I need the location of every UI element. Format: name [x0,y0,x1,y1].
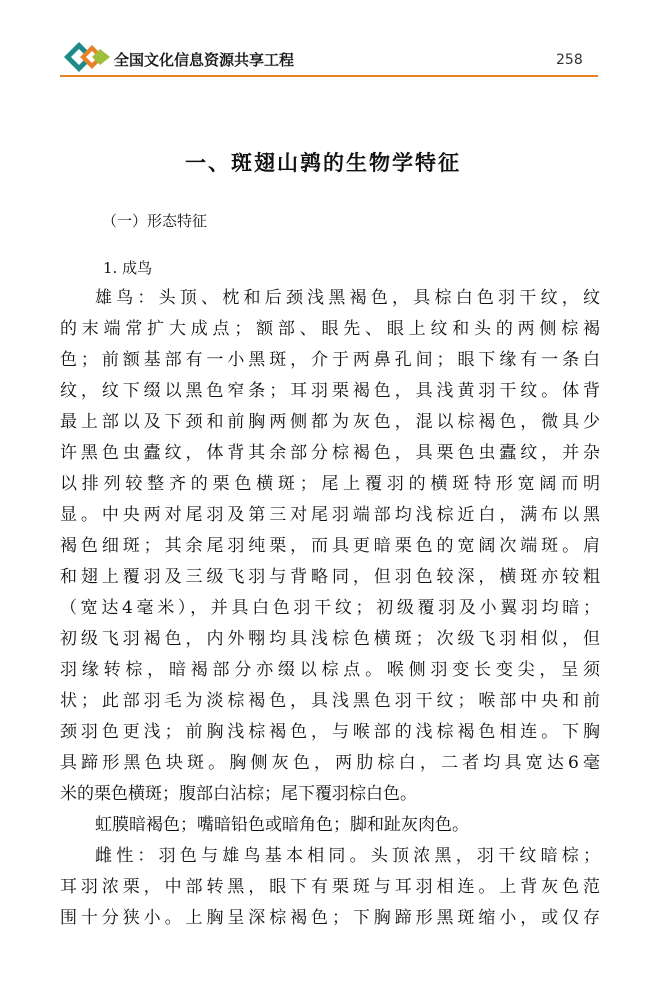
text-line: 最上部以及下颈和前胸两侧都为灰色，混以棕褐色，微具少 [60,412,600,432]
text-line: 许黑色虫蠹纹，体背其余部分棕褐色，具栗色虫蠹纹，并杂 [60,443,600,463]
text-line: 雄鸟：头顶、枕和后颈浅黑褐色，具棕白色羽干纹，纹 [95,288,600,308]
text-line: 纹，纹下缀以黑色窄条；耳羽栗褐色，具浅黄羽干纹。体背 [60,381,600,401]
text-line: 初级飞羽褐色，内外翈均具浅棕色横斑；次级飞羽相似，但 [60,629,600,649]
subsection-heading: 1. 成鸟 [103,259,153,277]
header-divider [60,75,598,77]
text-line: （宽达4毫米），并具白色羽干纹；初级覆羽及小翼羽均暗； [60,598,600,618]
text-line: 耳羽浓栗，中部转黑，眼下有栗斑与耳羽相连。上背灰色范 [60,877,600,897]
text-line: 虹膜暗褐色；嘴暗铅色或暗角色；脚和趾灰肉色。 [95,815,469,835]
text-line: 颈羽色更浅；前胸浅棕褐色，与喉部的浅棕褐色相连。下胸 [60,722,600,742]
brand-title: 全国文化信息资源共享工程 [114,51,295,69]
logo-icon [62,40,112,74]
page-number: 258 [556,52,583,68]
text-line: 以排列较整齐的栗色横斑；尾上覆羽的横斑特形宽阔而明 [60,474,600,494]
body-text [60,283,600,934]
text-line: 状；此部羽毛为淡棕褐色，具浅黑色羽干纹；喉部中央和前 [60,691,600,711]
text-line: 和翅上覆羽及三级飞羽与背略同，但羽色较深，横斑亦较粗 [60,567,600,587]
text-line: 米的栗色横斑；腹部白沾棕；尾下覆羽棕白色。 [60,784,417,804]
text-line: 褐色细斑；其余尾羽纯栗，而具更暗栗色的宽阔次端斑。肩 [60,536,600,556]
section-heading: （一）形态特征 [102,212,208,230]
text-line: 的末端常扩大成点；额部、眼先、眼上纹和头的两侧棕褐 [60,319,600,339]
text-line: 显。中央两对尾羽及第三对尾羽端部均浅棕近白，满布以黑 [60,505,600,525]
text-line: 雌性：羽色与雄鸟基本相同。头顶浓黑，羽干纹暗棕； [95,846,600,866]
page-header [0,0,646,80]
text-line: 色；前额基部有一小黑斑，介于两鼻孔间；眼下缘有一条白 [60,350,600,370]
text-line: 具蹄形黑色块斑。胸侧灰色，两肋棕白，二者均具宽达6毫 [60,753,600,773]
text-line: 围十分狭小。上胸呈深棕褐色；下胸蹄形黑斑缩小，或仅存 [60,908,600,928]
text-line: 羽缘转棕，暗褐部分亦缀以棕点。喉侧羽变长变尖，呈须 [60,660,600,680]
chapter-title: 一、斑翅山鹑的生物学特征 [185,150,461,175]
